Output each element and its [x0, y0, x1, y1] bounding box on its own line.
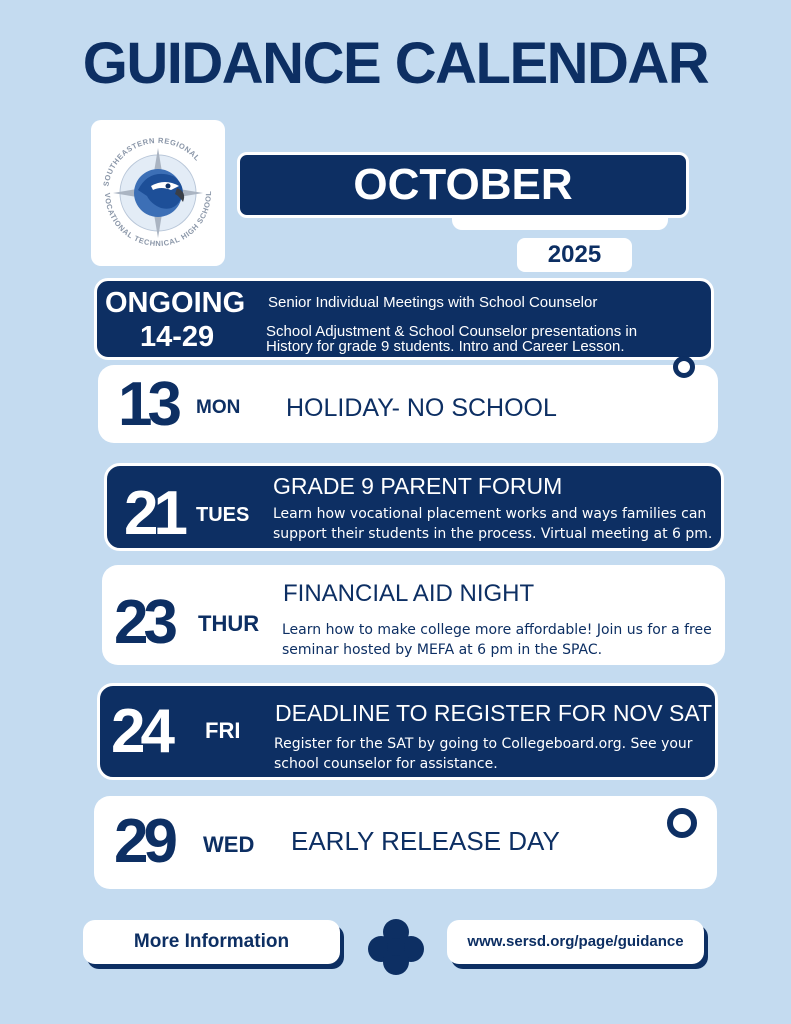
event-title: DEADLINE TO REGISTER FOR NOV SAT — [275, 700, 713, 726]
chat-bubble-icon — [667, 808, 697, 838]
event-day: FRI — [205, 718, 241, 743]
chat-bubble-icon — [673, 356, 695, 378]
ongoing-label: ONGOING — [105, 287, 246, 319]
school-logo — [91, 120, 225, 266]
event-card-13 — [98, 365, 718, 443]
ongoing-card — [94, 278, 714, 360]
event-card-23 — [102, 565, 725, 665]
hawk-emblem-icon — [91, 120, 225, 266]
event-card-29 — [94, 796, 717, 889]
event-description: Register for the SAT by going to Collegeboard.org. See your school counselor for assistance. — [274, 736, 693, 772]
event-date: 21 — [124, 479, 183, 548]
event-day: MON — [196, 397, 241, 418]
event-date: 24 — [111, 697, 170, 766]
month-banner: OCTOBER — [237, 152, 689, 218]
event-date: 29 — [114, 807, 173, 876]
event-description: Learn how to make college more affordable! Join us for a free seminar hosted by MEFA at 6 pm in the SPAC. — [282, 622, 712, 658]
svg-text:VOCATIONAL TECHNICAL HIGH SCHO: VOCATIONAL TECHNICAL HIGH SCHOOL — [102, 190, 214, 249]
ongoing-text-1: Senior Individual Meetings with School Counselor — [268, 294, 598, 311]
clover-icon — [366, 917, 426, 977]
event-card-24 — [97, 683, 718, 780]
event-title: FINANCIAL AID NIGHT — [283, 580, 535, 607]
year-label: 2025 — [517, 238, 632, 272]
ongoing-range: 14-29 — [140, 321, 215, 353]
event-date: 23 — [114, 588, 173, 657]
event-day: THUR — [198, 611, 260, 636]
event-title: GRADE 9 PARENT FORUM — [273, 473, 563, 499]
ongoing-text-2: School Adjustment & School Counselor presentations in History for grade 9 students. Intro and Career Lesson. — [266, 323, 638, 355]
event-day: TUES — [196, 504, 250, 526]
event-date: 13 — [118, 370, 177, 439]
event-day: WED — [203, 832, 255, 857]
more-information-button[interactable]: More Information — [83, 920, 340, 964]
event-title: EARLY RELEASE DAY — [291, 826, 560, 856]
event-title: HOLIDAY- NO SCHOOL — [286, 394, 557, 422]
page-title: GUIDANCE CALENDAR — [82, 31, 709, 96]
event-description: Learn how vocational placement works and ways families can support their students in the process. Virtual meeting at 6 pm. — [273, 506, 713, 542]
guidance-url-link[interactable]: www.sersd.org/page/guidance — [447, 920, 704, 964]
event-card-21 — [104, 463, 724, 551]
svg-text:SOUTHEASTERN REGIONAL: SOUTHEASTERN REGIONAL — [101, 135, 203, 188]
